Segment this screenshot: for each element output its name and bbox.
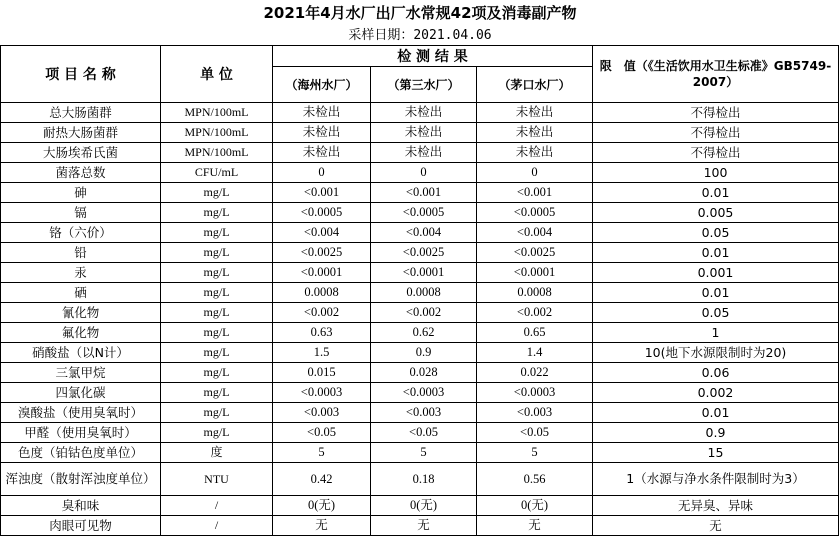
row-name: 镉 xyxy=(1,203,161,223)
table-row xyxy=(1,323,839,343)
row-limit: 0.05 xyxy=(593,303,839,323)
row-value-maokou: <0.0003 xyxy=(477,383,593,403)
row-value-haizhou: 未检出 xyxy=(273,103,371,123)
row-value-maokou: 0.0008 xyxy=(477,283,593,303)
table-row xyxy=(1,463,839,496)
row-unit: mg/L xyxy=(161,223,273,243)
row-name: 铬（六价） xyxy=(1,223,161,243)
row-name: 总大肠菌群 xyxy=(1,103,161,123)
table-body xyxy=(1,103,839,536)
row-name: 溴酸盐（使用臭氧时） xyxy=(1,403,161,423)
row-unit: mg/L xyxy=(161,403,273,423)
header-item-name: 项 目 名 称 xyxy=(1,46,161,103)
row-limit: 0.01 xyxy=(593,183,839,203)
row-value-maokou: <0.003 xyxy=(477,403,593,423)
table-row xyxy=(1,143,839,163)
row-value-disan: 0 xyxy=(371,163,477,183)
water-quality-table xyxy=(0,45,839,536)
row-unit: mg/L xyxy=(161,263,273,283)
row-unit: mg/L xyxy=(161,423,273,443)
row-value-maokou: <0.0001 xyxy=(477,263,593,283)
row-value-disan: <0.002 xyxy=(371,303,477,323)
row-value-maokou: 未检出 xyxy=(477,143,593,163)
row-value-disan: 0.028 xyxy=(371,363,477,383)
table-row xyxy=(1,223,839,243)
row-unit: mg/L xyxy=(161,303,273,323)
row-value-disan: <0.0005 xyxy=(371,203,477,223)
row-unit: / xyxy=(161,516,273,536)
row-name: 色度（铂钴色度单位） xyxy=(1,443,161,463)
row-value-haizhou: <0.004 xyxy=(273,223,371,243)
row-value-maokou: 0.65 xyxy=(477,323,593,343)
row-limit: 不得检出 xyxy=(593,103,839,123)
row-value-maokou: 0(无) xyxy=(477,496,593,516)
row-value-maokou: <0.05 xyxy=(477,423,593,443)
header-results: 检 测 结 果 xyxy=(273,46,593,67)
row-name: 硒 xyxy=(1,283,161,303)
row-value-haizhou: <0.0005 xyxy=(273,203,371,223)
row-unit: mg/L xyxy=(161,363,273,383)
row-name: 三氯甲烷 xyxy=(1,363,161,383)
row-value-disan: 0.0008 xyxy=(371,283,477,303)
row-value-haizhou: 1.5 xyxy=(273,343,371,363)
row-unit: / xyxy=(161,496,273,516)
row-unit: MPN/100mL xyxy=(161,143,273,163)
row-value-haizhou: <0.0003 xyxy=(273,383,371,403)
table-row xyxy=(1,443,839,463)
row-value-haizhou: <0.0001 xyxy=(273,263,371,283)
row-limit: 无异臭、异味 xyxy=(593,496,839,516)
row-unit: mg/L xyxy=(161,343,273,363)
row-value-maokou: 0.022 xyxy=(477,363,593,383)
row-value-maokou: 0 xyxy=(477,163,593,183)
row-limit: 0.002 xyxy=(593,383,839,403)
row-value-maokou: 未检出 xyxy=(477,103,593,123)
row-limit: 0.06 xyxy=(593,363,839,383)
row-unit: mg/L xyxy=(161,203,273,223)
table-row xyxy=(1,303,839,323)
row-value-disan: <0.0025 xyxy=(371,243,477,263)
row-value-maokou: 未检出 xyxy=(477,123,593,143)
row-value-haizhou: 0.42 xyxy=(273,463,371,496)
row-limit: 1（水源与净水条件限制时为3） xyxy=(593,463,839,496)
row-value-haizhou: <0.003 xyxy=(273,403,371,423)
row-unit: MPN/100mL xyxy=(161,103,273,123)
row-limit: 0.01 xyxy=(593,283,839,303)
row-value-haizhou: 0.63 xyxy=(273,323,371,343)
row-limit: 15 xyxy=(593,443,839,463)
row-unit: mg/L xyxy=(161,283,273,303)
row-value-maokou: 1.4 xyxy=(477,343,593,363)
row-unit: MPN/100mL xyxy=(161,123,273,143)
row-value-maokou: <0.0005 xyxy=(477,203,593,223)
row-limit: 0.001 xyxy=(593,263,839,283)
row-limit: 0.9 xyxy=(593,423,839,443)
table-row xyxy=(1,496,839,516)
row-value-haizhou: <0.002 xyxy=(273,303,371,323)
row-unit: mg/L xyxy=(161,383,273,403)
table-row xyxy=(1,243,839,263)
sample-date: 采样日期：2021.04.06 xyxy=(348,28,492,43)
row-limit: 0.01 xyxy=(593,243,839,263)
row-value-disan: <0.003 xyxy=(371,403,477,423)
row-limit: 0.005 xyxy=(593,203,839,223)
row-value-haizhou: 无 xyxy=(273,516,371,536)
header-limit: 限 值（《生活饮用水卫生标准》GB5749-2007） xyxy=(593,46,839,103)
table-row xyxy=(1,183,839,203)
row-value-maokou: <0.001 xyxy=(477,183,593,203)
row-value-disan: 0(无) xyxy=(371,496,477,516)
row-value-disan: 未检出 xyxy=(371,103,477,123)
table-row xyxy=(1,383,839,403)
row-value-disan: 无 xyxy=(371,516,477,536)
table-row xyxy=(1,423,839,443)
row-value-maokou: 0.56 xyxy=(477,463,593,496)
row-value-disan: <0.0003 xyxy=(371,383,477,403)
row-value-disan: <0.004 xyxy=(371,223,477,243)
row-value-haizhou: 0(无) xyxy=(273,496,371,516)
row-name: 肉眼可见物 xyxy=(1,516,161,536)
row-name: 砷 xyxy=(1,183,161,203)
table-row xyxy=(1,403,839,423)
row-value-disan: <0.05 xyxy=(371,423,477,443)
table-row xyxy=(1,363,839,383)
table-row xyxy=(1,203,839,223)
row-value-disan: 5 xyxy=(371,443,477,463)
row-unit: mg/L xyxy=(161,183,273,203)
row-unit: mg/L xyxy=(161,323,273,343)
row-unit: mg/L xyxy=(161,243,273,263)
table-row xyxy=(1,103,839,123)
row-limit: 10(地下水源限制时为20) xyxy=(593,343,839,363)
header-plant: （海州水厂） xyxy=(273,67,371,103)
row-value-haizhou: <0.05 xyxy=(273,423,371,443)
row-limit: 不得检出 xyxy=(593,123,839,143)
table-row xyxy=(1,516,839,536)
row-value-disan: <0.0001 xyxy=(371,263,477,283)
row-name: 四氯化碳 xyxy=(1,383,161,403)
row-value-haizhou: 0.0008 xyxy=(273,283,371,303)
row-name: 大肠埃希氏菌 xyxy=(1,143,161,163)
row-unit: CFU/mL xyxy=(161,163,273,183)
row-name: 氰化物 xyxy=(1,303,161,323)
table-row xyxy=(1,283,839,303)
row-limit: 0.05 xyxy=(593,223,839,243)
table-row xyxy=(1,163,839,183)
header-unit: 单 位 xyxy=(161,46,273,103)
row-name: 菌落总数 xyxy=(1,163,161,183)
table-row xyxy=(1,123,839,143)
row-limit: 无 xyxy=(593,516,839,536)
row-value-haizhou: 0.015 xyxy=(273,363,371,383)
row-limit: 不得检出 xyxy=(593,143,839,163)
row-name: 氟化物 xyxy=(1,323,161,343)
row-value-maokou: <0.0025 xyxy=(477,243,593,263)
row-name: 浑浊度（散射浑浊度单位） xyxy=(1,463,161,496)
row-value-haizhou: 未检出 xyxy=(273,143,371,163)
table-row xyxy=(1,263,839,283)
row-limit: 1 xyxy=(593,323,839,343)
row-unit: 度 xyxy=(161,443,273,463)
row-value-haizhou: <0.001 xyxy=(273,183,371,203)
row-value-maokou: <0.002 xyxy=(477,303,593,323)
row-value-disan: 0.18 xyxy=(371,463,477,496)
row-value-maokou: <0.004 xyxy=(477,223,593,243)
row-value-haizhou: 5 xyxy=(273,443,371,463)
row-value-disan: 未检出 xyxy=(371,143,477,163)
report-title: 2021年4月水厂出厂水常规42项及消毒副产物 xyxy=(263,4,577,22)
row-name: 铅 xyxy=(1,243,161,263)
row-name: 汞 xyxy=(1,263,161,283)
header-plant: （茅口水厂） xyxy=(477,67,593,103)
row-value-disan: 0.9 xyxy=(371,343,477,363)
row-value-disan: <0.001 xyxy=(371,183,477,203)
table-row xyxy=(1,343,839,363)
header-plant: （第三水厂） xyxy=(371,67,477,103)
row-limit: 100 xyxy=(593,163,839,183)
row-value-disan: 0.62 xyxy=(371,323,477,343)
row-name: 耐热大肠菌群 xyxy=(1,123,161,143)
row-name: 硝酸盐（以N计） xyxy=(1,343,161,363)
row-name: 甲醛（使用臭氧时） xyxy=(1,423,161,443)
row-value-maokou: 5 xyxy=(477,443,593,463)
row-value-disan: 未检出 xyxy=(371,123,477,143)
row-unit: NTU xyxy=(161,463,273,496)
row-name: 臭和味 xyxy=(1,496,161,516)
row-value-haizhou: <0.0025 xyxy=(273,243,371,263)
row-value-haizhou: 0 xyxy=(273,163,371,183)
row-value-haizhou: 未检出 xyxy=(273,123,371,143)
row-value-maokou: 无 xyxy=(477,516,593,536)
row-limit: 0.01 xyxy=(593,403,839,423)
